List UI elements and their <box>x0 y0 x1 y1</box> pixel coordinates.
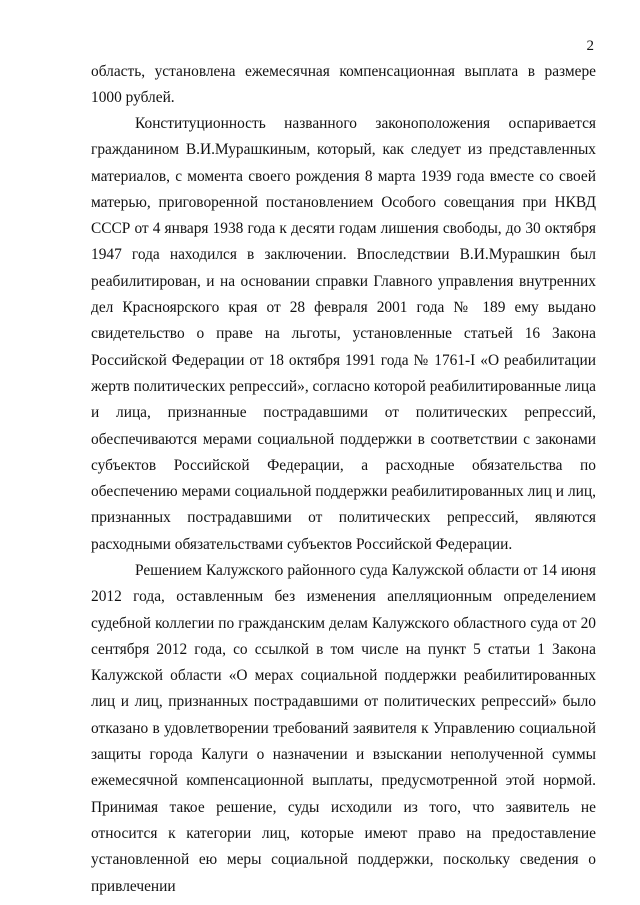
paragraph-court-decision: Решением Калужского районного суда Калужской области от 14 июня 2012 года, оставленным без изменения апелляционным определением судебной коллегии по гражданским делам Калужского областного суда от 20 сентября 2012 года, со ссылкой в том числе на пункт 5 статьи 1 Закона Калужской области «О мерах социальной поддержки реабилитированных лиц и лиц, признанных пострадавшими от политических репрессий» было отказано в удовлетворении требований заявителя к Управлению социальной защиты города Калуги о назначении и взыскании неполученной суммы ежемесячной компенсационной выплаты, предусмотренной этой нормой. Принимая такое решение, суды исходили из того, что заявитель не относится к категории лиц, которые имеют право на предоставление установленной ею меры социальной поддержки, поскольку сведения о привлечении <box>91 562 596 895</box>
page-number: 2 <box>586 38 594 54</box>
text-block-1 <box>91 59 596 112</box>
text-block-2 <box>91 111 596 558</box>
paragraph-continuation: область, установлена ежемесячная компенсационная выплата в размере 1000 рублей. <box>91 63 596 107</box>
paragraph-constitutionality: Конституционность названного законоположения оспаривается гражданином В.И.Мурашкиным, который, как следует из представленных материалов, с момента своего рождения 8 марта 1939 года вместе со своей матерью, приговоренной постановлением Особого совещания при НКВД СССР от 4 января 1938 года к десяти годам лишения свободы, до 30 октября 1947 года находился в заключении. Впоследствии В.И.Мурашкин был реабилитирован, и на основании справки Главного управления внутренних дел Красноярского края от 28 февраля 2001 года № 189 ему выдано свидетельство о праве на льготы, установленные статьей 16 Закона Российской Федерации от 18 октября 1991 года № 1761-I «О реабилитации жертв политических репрессий», согласно которой реабилитированные лица и лица, признанные пострадавшими от политических репрессий, обеспечиваются мерами социальной поддержки в соответствии с законами субъектов Российской Федерации, а расходные обязательства по обеспечению мерами социальной поддержки реабилитированных лиц и лиц, признанных пострадавшими от политических репрессий, являются расходными обязательствами субъектов Российской Федерации. <box>91 115 596 553</box>
text-block-3 <box>91 558 596 900</box>
